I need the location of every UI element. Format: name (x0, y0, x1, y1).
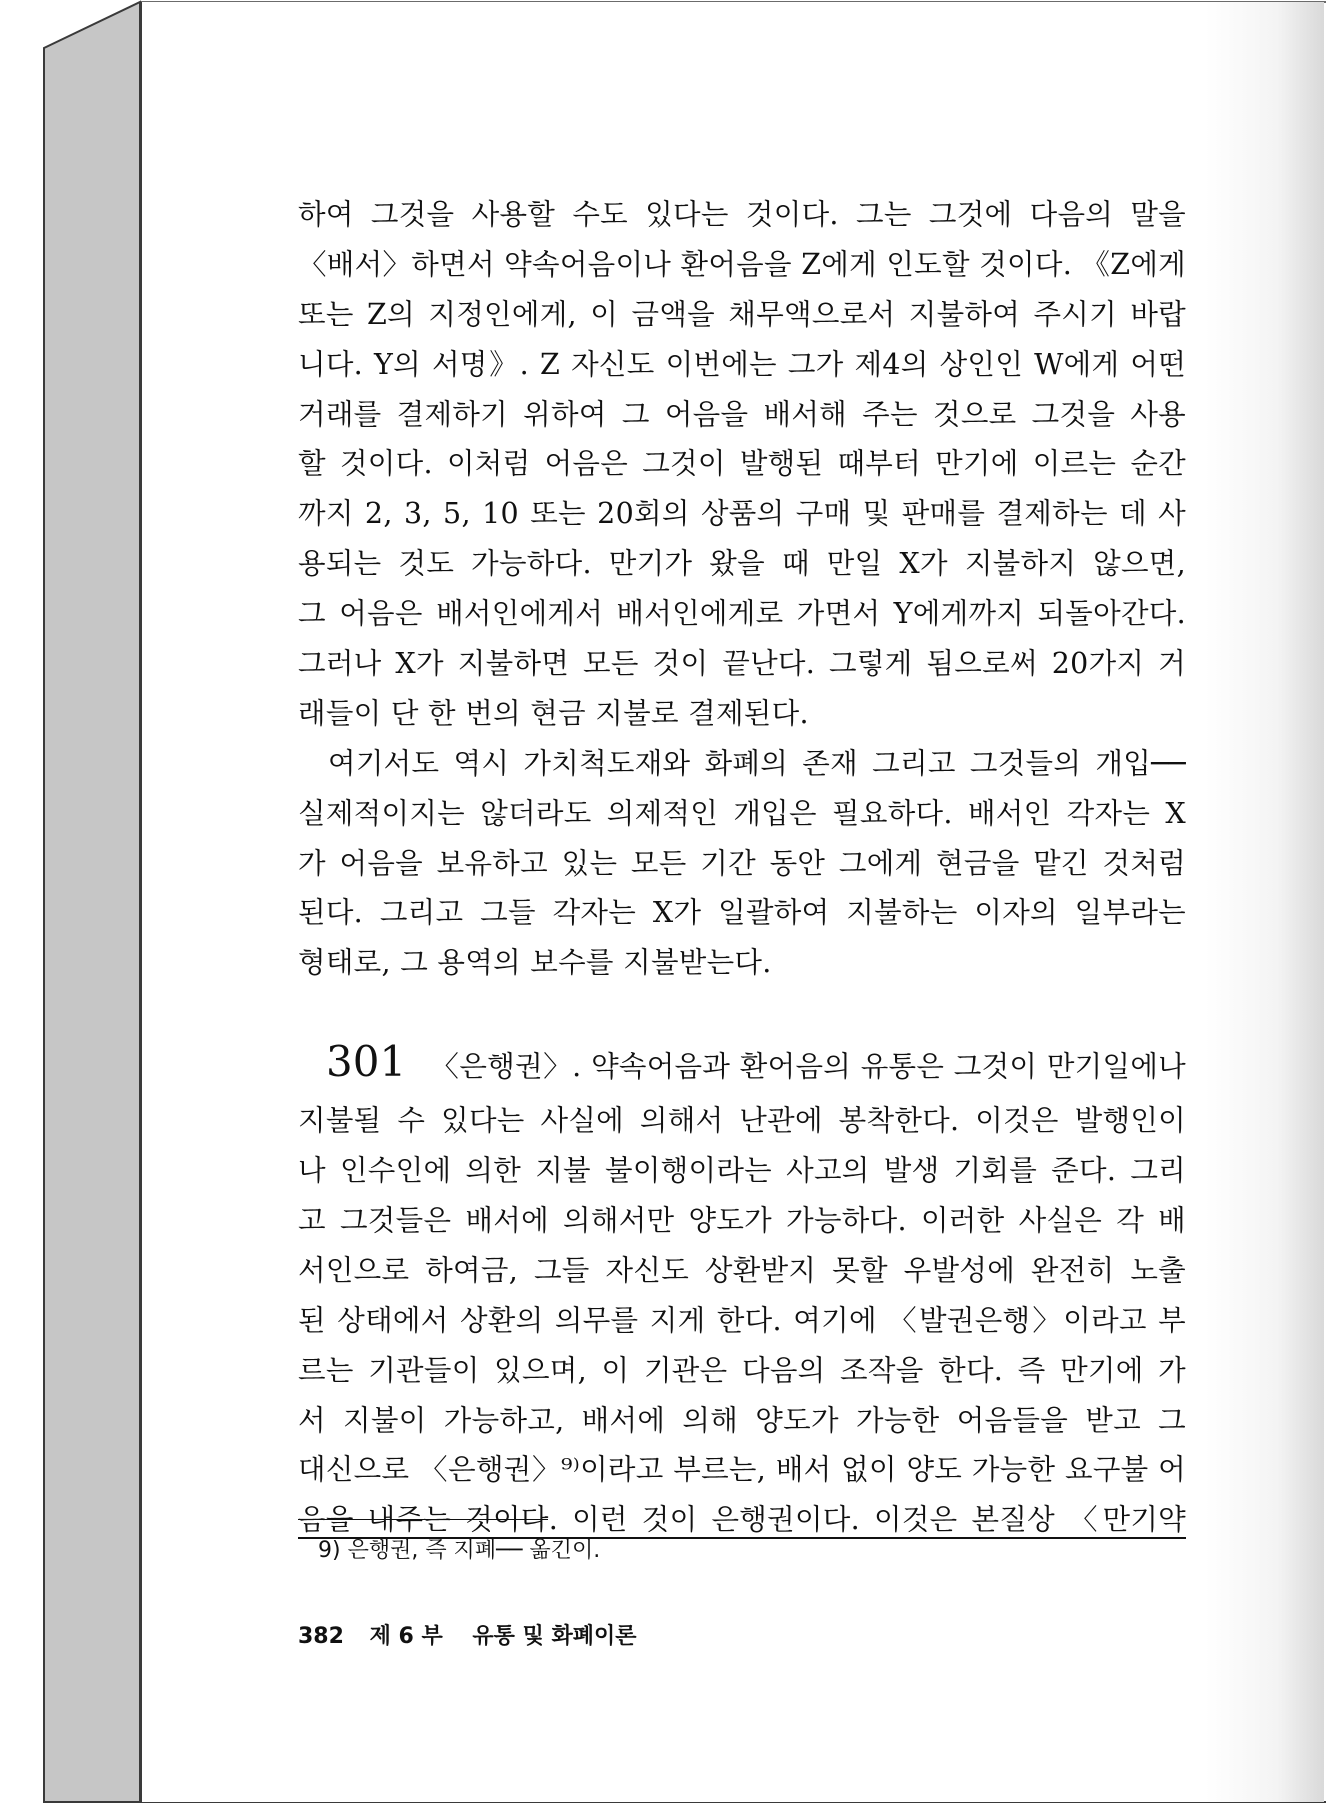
paragraph (298, 190, 1186, 739)
text-line: 서인으로 하여금, 그들 자신도 상환받지 못할 우발성에 완전히 노출 (298, 1253, 1186, 1287)
text-line: 고 그것들은 배서에 의해서만 양도가 가능하다. 이러한 사실은 각 배 (298, 1204, 1186, 1238)
text-line: 그 어음은 배서인에게서 배서인에게로 가면서 Y에게까지 되돌아간다. (298, 597, 1186, 631)
text-line: 르는 기관들이 있으며, 이 기관은 다음의 조작을 한다. 즉 만기에 가 (298, 1353, 1186, 1387)
text-line: 대신으로 〈은행권〉⁹⁾이라고 부르는, 배서 없이 양도 가능한 요구불 어 (298, 1453, 1186, 1487)
body-text (298, 190, 1186, 1545)
text-line: 여기서도 역시 가치척도재와 화폐의 존재 그리고 그것들의 개입── (328, 746, 1186, 780)
text-line: 서 지불이 가능하고, 배서에 의해 양도가 가능한 어음들을 받고 그 (298, 1403, 1186, 1437)
section (298, 1028, 1186, 1545)
text-line: 할 것이다. 이처럼 어음은 그것이 발행된 때부터 만기에 이르는 순간 (298, 447, 1186, 481)
text-line: 음을 내주는 것이다. 이런 것이 은행권이다. 이것은 본질상 〈만기약 (298, 1503, 1186, 1537)
text-line: 하여 그것을 사용할 수도 있다는 것이다. 그는 그것에 다음의 말을 (298, 198, 1186, 231)
text-line: 나 인수인에 의한 지불 불이행이라는 사고의 발생 기회를 준다. 그리 (298, 1154, 1186, 1188)
text-line: 가 어음을 보유하고 있는 모든 기간 동안 그에게 현금을 맡긴 것처럼 (298, 846, 1186, 880)
text-line: 또는 Z의 지정인에게, 이 금액을 채무액으로서 지불하여 주시기 바랍 (298, 297, 1186, 331)
part-title: 유통 및 화폐이론 (472, 1624, 637, 1649)
text-line: 지불될 수 있다는 사실에 의해서 난관에 봉착한다. 이것은 발행인이 (298, 1104, 1186, 1138)
section-heading (298, 1028, 1186, 1096)
footnote-rule (298, 1519, 548, 1520)
section-number: 301 (326, 1037, 407, 1087)
paragraph (298, 739, 1186, 988)
text-line: 형태로, 그 용역의 보수를 지불받는다. (298, 946, 772, 980)
text-line: 그러나 X가 지불하면 모든 것이 끝난다. 그렇게 됨으로써 20가지 거 (298, 647, 1186, 681)
text-line: 까지 2, 3, 5, 10 또는 20회의 상품의 구매 및 판매를 결제하는 데 사 (298, 497, 1186, 531)
page-edge (140, 2, 142, 1802)
text-line: 된다. 그리고 그들 각자는 X가 일괄하여 지불하는 이자의 일부라는 (298, 896, 1186, 930)
running-footer (298, 1622, 637, 1652)
text-line: 용되는 것도 가능하다. 만기가 왔을 때 만일 X가 지불하지 않으면, (298, 547, 1186, 581)
text-line: 〈배서〉하면서 약속어음이나 환어음을 Z에게 인도할 것이다. 《Z에게 (298, 247, 1186, 281)
text-line: 래들이 단 한 번의 현금 지불로 결제된다. (298, 696, 809, 730)
footnote: 9) 은행권, 즉 지폐── 옮긴이. (318, 1538, 601, 1563)
text-line: 니다. Y의 서명》. Z 자신도 이번에는 그가 제4의 상인인 W에게 어떤 (298, 347, 1186, 381)
text-line: 〈은행권〉. 약속어음과 환어음의 유통은 그것이 만기일에나 (430, 1050, 1186, 1084)
page-number: 382 (298, 1624, 344, 1649)
text-line: 실제적이지는 않더라도 의제적인 개입은 필요하다. 배서인 각자는 X (298, 796, 1186, 830)
text-line: 된 상태에서 상환의 의무를 지게 한다. 여기에 〈발권은행〉이라고 부 (298, 1303, 1186, 1337)
text-line: 거래를 결제하기 위하여 그 어음을 배서해 주는 것으로 그것을 사용 (298, 397, 1186, 431)
part-label: 제 6 부 (369, 1624, 443, 1649)
